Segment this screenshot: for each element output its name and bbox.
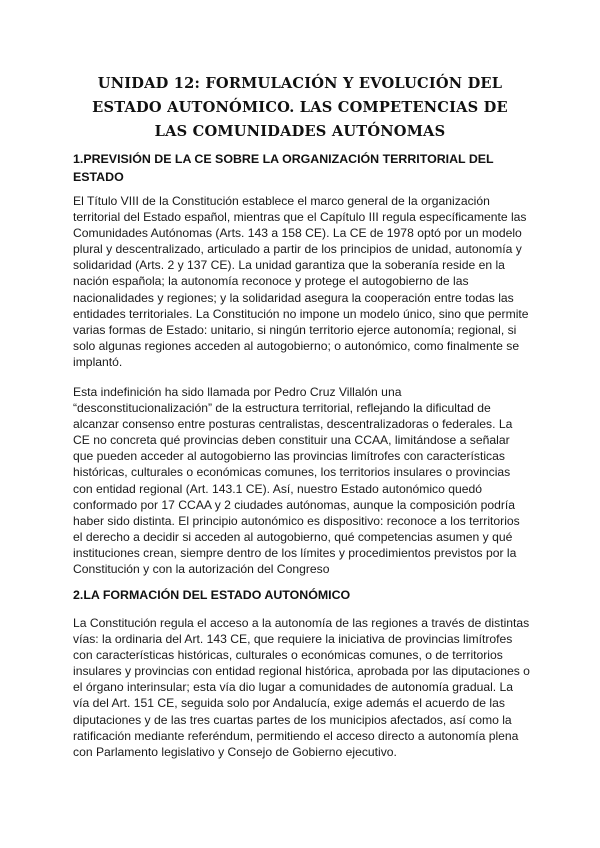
section-heading-2: 2.LA FORMACIÓN DEL ESTADO AUTONÓMICO [73, 588, 351, 602]
document-title: UNIDAD 12: FORMULACIÓN Y EVOLUCIÓN DEL ESTADO AUTONÓMICO. LAS COMPETENCIAS DE LAS COMUNIDADES AUTÓNOMAS [92, 75, 508, 140]
section-2-paragraph-1: La Constitución regula el acceso a la autonomía de las regiones a través de distintas vías: la ordinaria del Art. 143 CE, que requiere la iniciativa de provincias limítrofes con características históricas, culturales o económicas comunes, o de territorios insulares y provincias con entidad regional histórica, aprobada por las diputaciones o el órgano interinsular; esta vía dio lugar a comunidades de autonomía gradual. La vía del Art. 151 CE, seguida solo por Andalucía, exige además el acuerdo de las diputaciones y de las tres cuartas partes de los municipios afectados, así como la ratificación mediante referéndum, permitiendo el acceso directo a autonomía plena con Parlamento legislativo y Consejo de Gobierno ejecutivo. [73, 616, 530, 759]
section-heading-1: 1.PREVISIÓN DE LA CE SOBRE LA ORGANIZACIÓN TERRITORIAL DEL ESTADO [73, 152, 494, 184]
section-1-paragraph-2: Esta indefinición ha sido llamada por Pedro Cruz Villalón una “desconstitucionalización” de la estructura territorial, reflejando la dificultad de alcanzar consenso entre posturas centralistas, descentralizadoras o federales. La CE no concreta qué provincias deben constituir una CCAA, limitándose a señalar que pueden acceder al autogobierno las provincias limítrofes con características históricas, culturales o económicas comunes, los territorios insulares o provincias con entidad regional (Art. 143.1 CE). Así, nuestro Estado autonómico quedó conformado por 17 CCAA y 2 ciudades autónomas, aunque la composición podría haber sido distinta. El principio autonómico es dispositivo: reconoce a los territorios el derecho a decidir si acceden al autogobierno, qué competencias asumen y qué instituciones crean, siempre dentro de los límites y procedimientos previstos por la Constitución y con la autorización del Congreso [73, 385, 520, 577]
section-1-paragraph-1: El Título VIII de la Constitución establece el marco general de la organización territorial del Estado español, mientras que el Capítulo III regula específicamente las Comunidades Autónomas (Arts. 143 a 158 CE). La CE de 1978 optó por un modelo plural y descentralizado, articulado a partir de los principios de unidad, autonomía y solidaridad (Arts. 2 y 137 CE). La unidad garantiza que la soberanía reside en la nación española; la autonomía reconoce y protege el autogobierno de las nacionalidades y regiones; y la solidaridad asegura la cooperación entre todas las entidades territoriales. La Constitución no impone un modelo único, sino que permite varias formas de Estado: unitario, si ningún territorio ejerce autonomía; regional, si solo algunas regiones acceden al autogobierno; o autonómico, como finalmente se implantó. [73, 194, 529, 369]
